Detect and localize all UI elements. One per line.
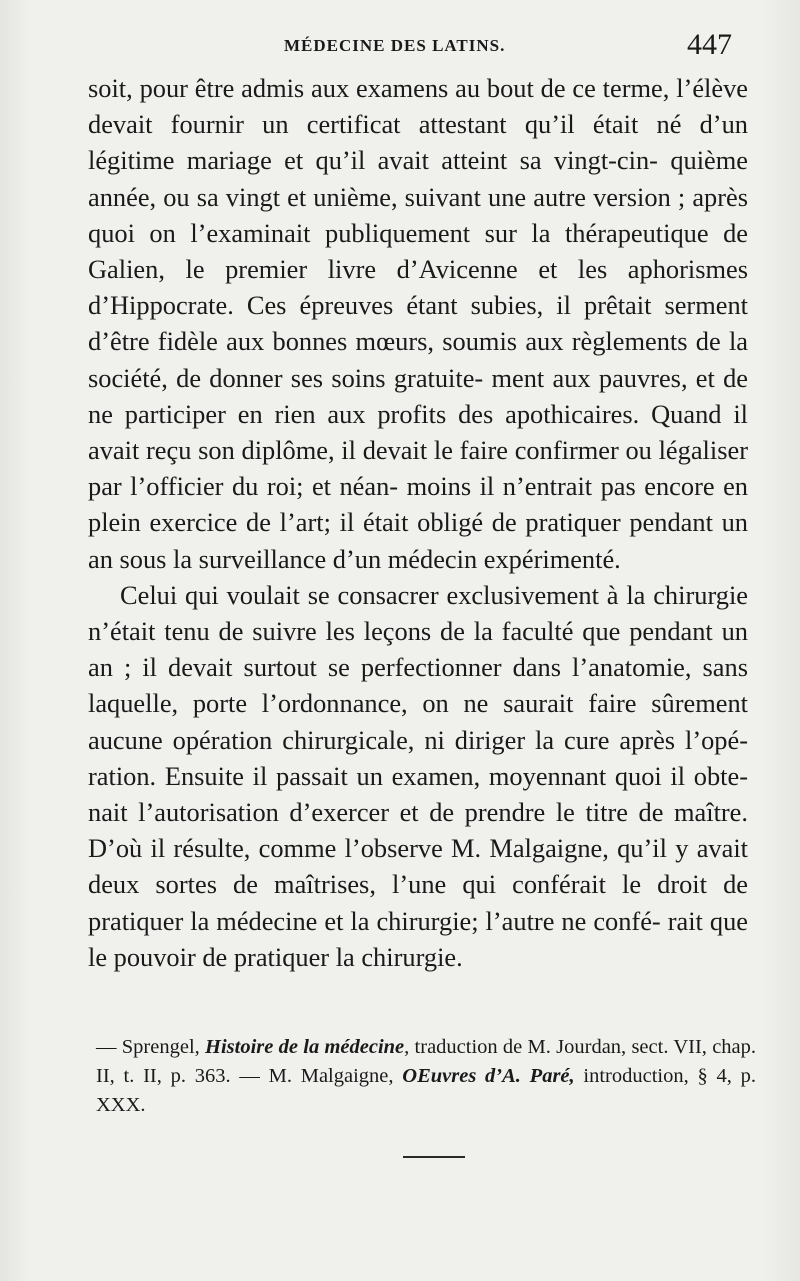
text-line: aphorismes d’Hippocrate. Ces épreuves étant subies, il xyxy=(88,254,748,321)
text-line: l’élève devait fournir un certificat attestant qu’il était né xyxy=(88,73,748,140)
text-line: ration. Ensuite il passait un examen, moyennant quoi il obte- xyxy=(88,760,748,791)
text-line: moins il n’entrait pas encore en plein exercice de l’art; il xyxy=(88,471,748,538)
running-title: MÉDECINE DES LATINS. xyxy=(284,36,506,55)
text-line: D’où il résulte, comme l’observe M. Malgaigne, qu’il y xyxy=(88,833,689,864)
end-rule xyxy=(403,1156,465,1158)
text-line: ment aux pauvres, et de ne participer en rien aux profits xyxy=(88,362,748,429)
text-line: laquelle, porte l’ordonnance, on ne saurait faire sûrement xyxy=(88,688,748,719)
text-line: de pratiquer la médecine et la chirurgie; l’autre ne confé- xyxy=(88,869,748,936)
page-number: 447 xyxy=(687,28,732,61)
text-line: nait l’autorisation d’exercer et de prendre le titre de maître. xyxy=(88,797,748,828)
footnote-book-title: Histoire de la médecine xyxy=(205,1036,405,1058)
text-line: le faire confirmer ou légaliser par l’officier du roi; et néan- xyxy=(88,435,748,502)
page-header xyxy=(88,30,740,70)
text-line: aucune opération chirurgicale, ni diriger la cure après l’opé- xyxy=(88,724,748,755)
text-line: thérapeutique de Galien, le premier livre d’Avicenne et les xyxy=(88,217,748,285)
text-line: était obligé de pratiquer pendant un an sous la surveillance xyxy=(88,507,748,574)
text-line: n’était tenu de suivre les leçons de la faculté que pendant un xyxy=(88,616,748,647)
footnote-text: introduction, § 4, p. XXX. xyxy=(96,1065,756,1116)
text-line: rait que le pouvoir de pratiquer la chirurgie. xyxy=(88,905,748,972)
text-line: avait deux sortes de maîtrises, l’une qui conférait le droit xyxy=(88,833,748,900)
footnote xyxy=(96,1033,756,1120)
text-line: d’un médecin expérimenté. xyxy=(332,543,621,574)
text-line: Celui qui voulait se consacrer exclusivement à la chirurgie xyxy=(120,579,748,610)
footnote-line xyxy=(96,1033,756,1120)
footnote-text: , traduction de M. Jourdan, xyxy=(404,1036,627,1058)
text-line: quième année, ou sa vingt et unième, suivant une autre xyxy=(88,145,748,212)
text-line: prêtait serment d’être fidèle aux bonnes mœurs, soumis xyxy=(88,290,748,357)
text-line: d’un légitime mariage et qu’il avait atteint sa vingt-cin- xyxy=(88,109,748,176)
footnote-text: — Sprengel, xyxy=(96,1036,206,1058)
text-line: des apothicaires. Quand il avait reçu son diplôme, il devait xyxy=(88,398,748,466)
text-line: an ; il devait surtout se perfectionner dans l’anatomie, sans xyxy=(88,652,748,683)
text-line: version ; après quoi on l’examinait publiquement sur la xyxy=(88,181,749,248)
text-line: soit, pour être admis aux examens au bout de ce terme, xyxy=(88,73,670,103)
text-line: aux règlements de la société, de donner ses soins gratuite- xyxy=(88,326,748,393)
footnote-text: sect. VII, chap. II, t. II, p. 363. — M. Malgaigne, xyxy=(96,1036,757,1087)
body-text xyxy=(88,70,748,975)
footnote-book-title: OEuvres d’A. Paré, xyxy=(402,1065,575,1087)
paragraph xyxy=(88,577,748,975)
paragraph xyxy=(88,70,748,577)
